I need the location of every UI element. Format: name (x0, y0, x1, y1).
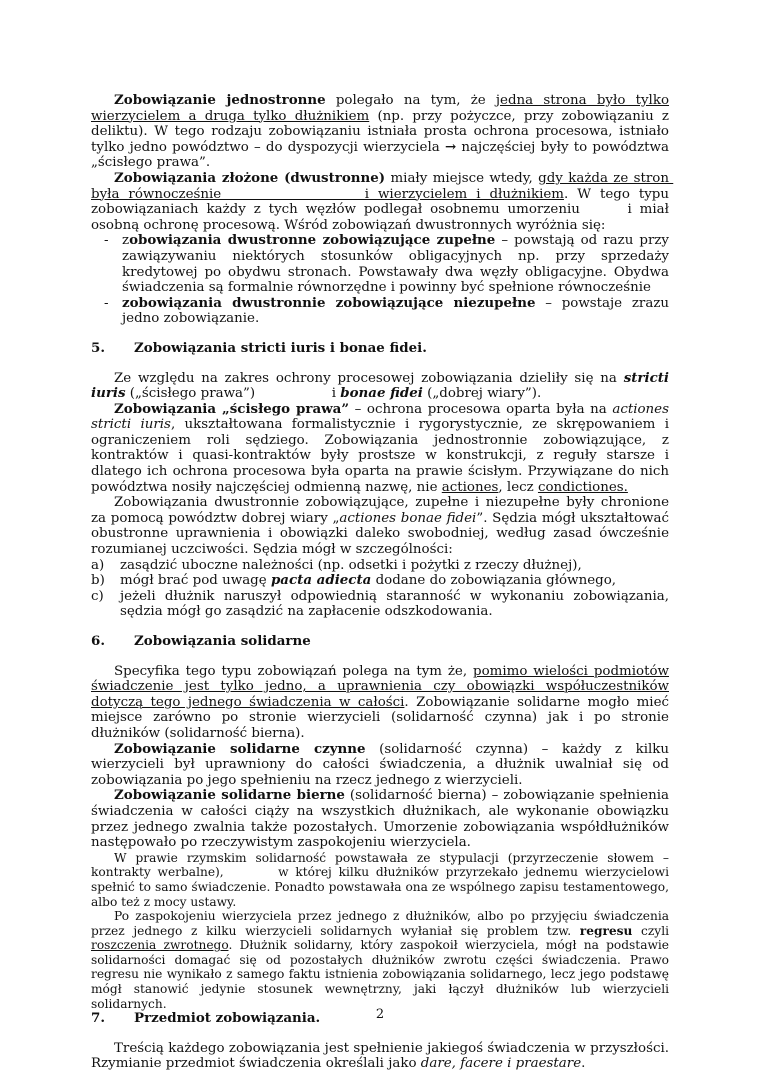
term: obowiązania dwustronne zobowiązujące zupełne (129, 232, 496, 249)
text: . Dłużnik solidarny, który zaspokoił wierzyciela, mógł na podstawie solidarności domagać się od pozostałych dłużników zwrotu części świadczenia. Prawo regresu nie wynikało z samego faktu istnienia zobowiązania solidarnego, lecz jego podstawę mógł stanowić jedynie stosunek wewnętrzny, jaki łączył dłużników lub wierzycieli solidarnych. (91, 938, 669, 1011)
term: Zobowiązanie solidarne bierne (114, 787, 345, 804)
paragraph-procedural-protection (91, 371, 669, 402)
text: Specyfika tego typu zobowiązań polega na tym że, (114, 663, 474, 679)
underlined-text: condictiones. (537, 479, 628, 495)
dash-bullet: - (104, 295, 109, 311)
underlined-text: roszczenia zwrotnego (91, 938, 229, 953)
text: (solidarność bierna) – zobowiązanie spełnienia świadczenia w całości ciąży na wszystkich dłużnikach, ale wykonanie obowiązku przez jednego zwalnia także pozostałych. Umorzenie zobowiązania współdłużników następowało po rzeczywistym zaspokojeniu wierzyciela. (91, 788, 669, 851)
term: Zobowiązania „ścisłego prawa” (114, 400, 350, 417)
text: (np. przy pożyczce, przy zobowiązaniu z deliktu). W tego rodzaju zobowiązaniu istniała prosta ochrona procesowa, istniało tylko jedno powództwo – do dyspozycji wierzyciela (91, 108, 669, 155)
bilateral-types-list (91, 233, 669, 327)
text: („ścisłego prawa”) i (125, 386, 341, 402)
paragraph-bilateral-obligation (91, 169, 674, 233)
paragraph-stricti-iuris (91, 402, 669, 496)
text: jeżeli dłużnik naruszył odpowiednią staranność w wykonaniu zobowiązania, sędzia mógł go zasądzić na zapłacenie odszkodowania. (120, 588, 669, 620)
arrow-icon: → (444, 138, 457, 155)
latin-term: actiones stricti iuris (91, 401, 669, 433)
section-title: Zobowiązania solidarne (134, 633, 311, 649)
list-item (91, 573, 669, 589)
term: Zobowiązanie solidarne czynne (114, 740, 366, 757)
term: Zobowiązania złożone (dwustronne) (114, 169, 386, 186)
section-title: Zobowiązania stricti iuris i bonae fidei. (134, 339, 427, 356)
text: zasądzić uboczne należności (np. odsetki i pożytki z rzeczy dłużnej), (120, 557, 582, 573)
term: regresu (579, 923, 633, 938)
text: . W tego typu zobowiązaniach każdy z tych węzłów podlegał osobnemu umorzeniu i miał osobną ochronę procesową. Wśród zobowiązań dwustronnych wyróżnia się: (91, 186, 674, 233)
section-number: 6. (91, 633, 105, 649)
paragraph-regress (91, 909, 669, 1011)
text: miały miejsce wtedy, (385, 170, 539, 186)
text: mógł brać pod uwagę (120, 573, 271, 589)
underlined-text: pomimo wielości podmiotów świadczenie jest tylko jedno, a uprawnienia czy obowiązki współuczestników dotyczą tego jednego świadczenia w całości (91, 663, 669, 710)
text: W prawie rzymskim solidarność powstawała ze stypulacji (przyrzeczenie słowem – kontrakty werbalne), w której kilku dłużników przyrzekało jednemu wierzycielowi spełnić to samo świadczenie. Ponadto powstawała ona ze wspólnego zapisu testamentowego, albo też z mocy ustawy. (91, 850, 673, 909)
text: – powstaje zrazu jedno zobowiązanie. (122, 295, 669, 327)
text: . Zobowiązanie solidarne mogło mieć miejsce zarówno po stronie wierzycieli (solidarność czynna) jak i po stronie dłużników (solidarność bierna). (91, 694, 669, 741)
paragraph-passive-solidarity (91, 788, 669, 850)
dash-bullet: - (104, 233, 109, 249)
text: – powstają od razu przy zawiązywaniu niektórych stosunków obligacyjnych np. przy sprzedaży kredytowej po obydwu stronach. Powstawały dwa węzły obligacyjne. Obydwa świadczenia są formalnie równorzędne i powinny być spełnione równocześnie (122, 233, 669, 296)
text: z (122, 233, 130, 249)
text: , lecz (498, 479, 538, 495)
section-number: 5. (91, 339, 105, 356)
term: Zobowiązanie jednostronne (114, 92, 326, 108)
paragraph-solidarity-origin (91, 850, 673, 909)
list-item (91, 558, 669, 574)
text: („dobrej wiary”). (422, 386, 542, 402)
section-title: Przedmiot zobowiązania. (134, 1010, 321, 1027)
list-marker: c) (91, 588, 104, 604)
list-item (91, 296, 669, 327)
paragraph-active-solidarity (91, 742, 669, 789)
paragraph-subject-of-obligation (91, 1041, 669, 1072)
section-heading-6 (91, 634, 669, 650)
text: (solidarność czynna) – każdy z kilku wierzycieli był uprawniony do całości świadczenia, a dłużnik uwalniał się od zobowiązania po jego spełnieniu na rzecz jednego z wierzycieli. (91, 741, 669, 788)
text: polegało na tym, że (325, 93, 496, 108)
text: Po zaspokojeniu wierzyciela przez jednego z dłużników, albo po przyjęciu świadczenia przez jednego z kilku wierzycieli solidarnych wyłaniał się problem tzw. (91, 909, 669, 938)
page-number: 2 (375, 1007, 385, 1022)
text: czyli (632, 923, 669, 938)
paragraph-unilateral-obligation (91, 93, 669, 171)
paragraph-bonae-fidei (91, 495, 669, 557)
document-page (91, 92, 674, 1072)
text: ”. Sędzia mógł ukształtować obustronne uprawnienia i obowiązki daleko swobodniej, według zasad ówcześnie rozumianej uczciwości. Sędzia mógł w szczególności: (91, 510, 669, 558)
text: . (581, 1056, 586, 1072)
judge-powers-list (91, 558, 669, 620)
text: Treścią każdego zobowiązania jest spełnienie jakiegoś świadczenia w przyszłości. Rzymianie przedmiot świadczenia określali jako (91, 1040, 669, 1072)
list-item (91, 589, 669, 620)
text: najczęściej były to powództwa „ścisłego prawa”. (91, 139, 669, 171)
text: – ochrona procesowa oparta była na (349, 401, 613, 417)
latin-term: stricti iuris (91, 369, 669, 402)
term: zobowiązania dwustronnie zobowiązujące niezupełne (122, 294, 536, 311)
latin-term: dare, facere i praestare (420, 1056, 582, 1072)
list-item (91, 233, 669, 295)
underlined-text: gdy każda ze stron była równocześnie i wierzycielem i dłużnikiem (91, 170, 674, 202)
latin-term: actiones bonae fidei (339, 510, 477, 526)
section-number: 7. (91, 1010, 105, 1027)
underlined-text: actiones (441, 479, 499, 495)
text: , ukształtowana formalistycznie i rygorystycznie, ze skrępowaniem i ograniczeniem roli sędziego. Zobowiązania jednostronnie zobowiązujące, z kontraktów i quasi-kontraktów były prostsze w konstrukcji, z reguły starsze i dlatego ich ochrona procesowa była oparta na prawie ścisłym. Przywiązane do nich powództwa nosiły najczęściej odmienną nazwę, nie (91, 417, 669, 495)
underlined-text: jedna strona było tylko wierzycielem a druga tylko dłużnikiem (91, 93, 670, 124)
list-marker: b) (91, 573, 105, 589)
section-heading-5 (91, 341, 669, 357)
text: Zobowiązania dwustronnie zobowiązujące, zupełne i niezupełne były chronione za pomocą powództw dobrej wiary „ (91, 495, 669, 526)
paragraph-solidary-specifics (91, 664, 669, 742)
text: Ze względu na zakres ochrony procesowej zobowiązania dzieliły się na (114, 370, 624, 386)
list-marker: a) (91, 557, 105, 573)
latin-term: pacta adiecta (270, 572, 372, 589)
latin-term: bonae fidei (340, 385, 423, 402)
text: dodane do zobowiązania głównego, (371, 573, 617, 589)
